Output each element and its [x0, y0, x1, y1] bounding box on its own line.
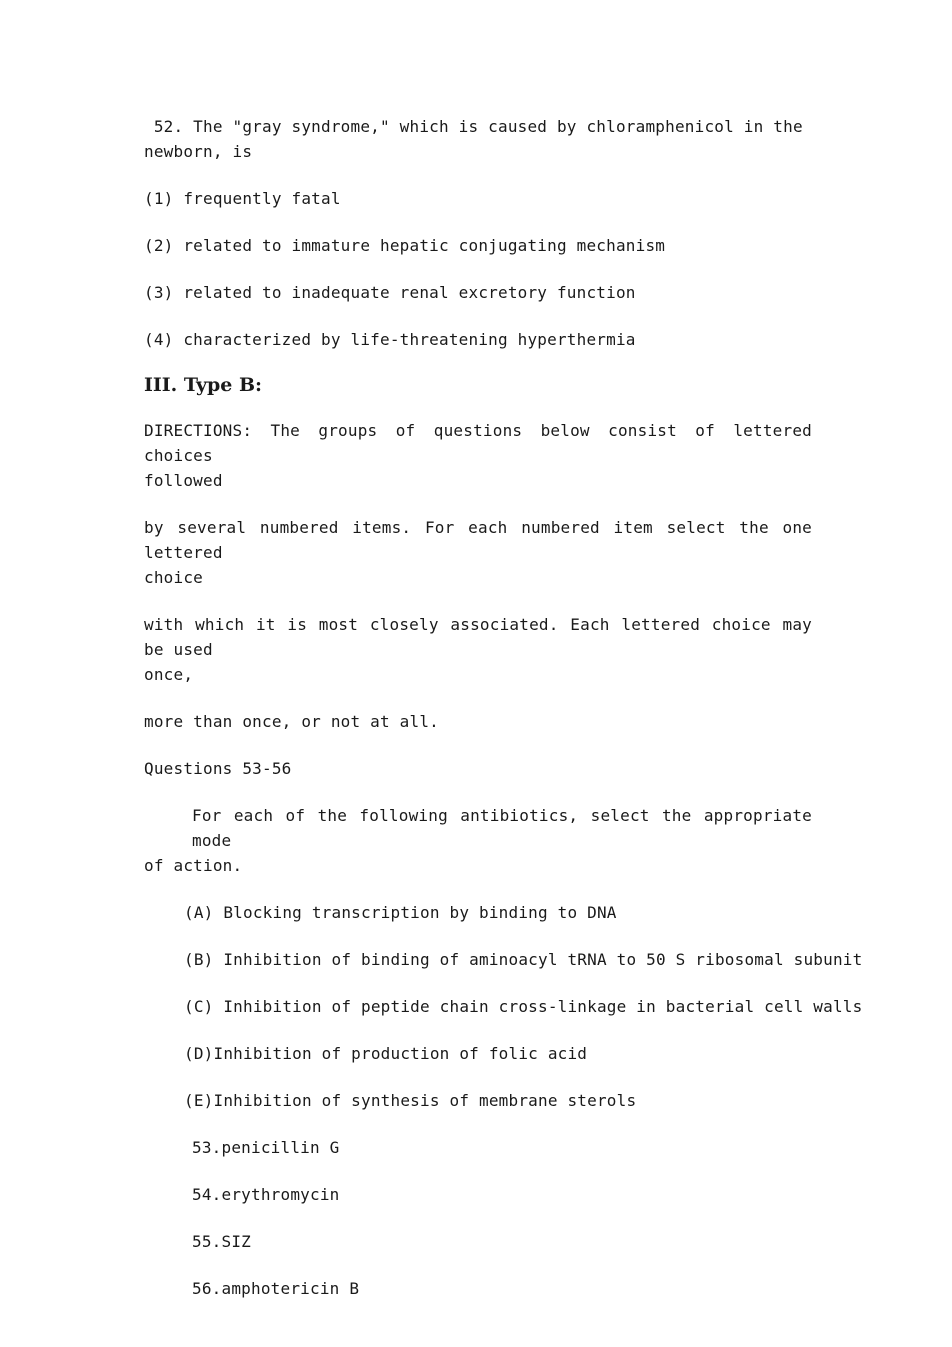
item-54: 54.erythromycin [192, 1185, 340, 1204]
questions-intro-line-2: of action. [144, 856, 243, 875]
directions-p3-line-1: with which it is most closely associated. Each lettered choice may be used [144, 615, 812, 659]
question-52-option-4: (4) characterized by life-threatening hyperthermia [144, 330, 636, 349]
choice-b: (B) Inhibition of binding of aminoacyl tRNA to 50 S ribosomal subunit [184, 950, 863, 969]
directions-p2-line-1: by several numbered items. For each numbered item select the one lettered [144, 518, 812, 562]
item-55: 55.SIZ [192, 1232, 251, 1251]
directions-p1-line-2: followed [144, 471, 223, 490]
choice-c: (C) Inhibition of peptide chain cross-linkage in bacterial cell walls [184, 997, 863, 1016]
question-52-stem [144, 114, 812, 164]
question-52-stem-line-1: 52. The "gray syndrome," which is caused by chloramphenicol in the [144, 117, 803, 136]
question-52-stem-line-2: newborn, is [144, 142, 253, 161]
directions-paragraph-2 [144, 515, 812, 590]
directions-paragraph-3 [144, 612, 812, 687]
item-53: 53.penicillin G [192, 1138, 340, 1157]
questions-intro [144, 803, 812, 878]
item-56: 56.amphotericin B [192, 1279, 360, 1298]
document-page [144, 114, 863, 1301]
question-52-option-3: (3) related to inadequate renal excretory function [144, 283, 636, 302]
choice-d: (D)Inhibition of production of folic acid [184, 1044, 588, 1063]
choice-e: (E)Inhibition of synthesis of membrane sterols [184, 1091, 637, 1110]
directions-p1-line-1: DIRECTIONS: The groups of questions below consist of lettered choices [144, 421, 812, 465]
directions-paragraph-1 [144, 418, 812, 493]
question-52-option-2: (2) related to immature hepatic conjugating mechanism [144, 236, 666, 255]
questions-intro-line-1: For each of the following antibiotics, select the appropriate mode [192, 806, 812, 850]
section-heading: III. Type B: [144, 374, 263, 396]
question-52-option-1: (1) frequently fatal [144, 189, 341, 208]
directions-paragraph-4: more than once, or not at all. [144, 712, 439, 731]
questions-range-label: Questions 53-56 [144, 759, 292, 778]
directions-p3-line-2: once, [144, 665, 194, 684]
directions-p2-line-2: choice [144, 568, 203, 587]
choice-a: (A) Blocking transcription by binding to DNA [184, 903, 617, 922]
